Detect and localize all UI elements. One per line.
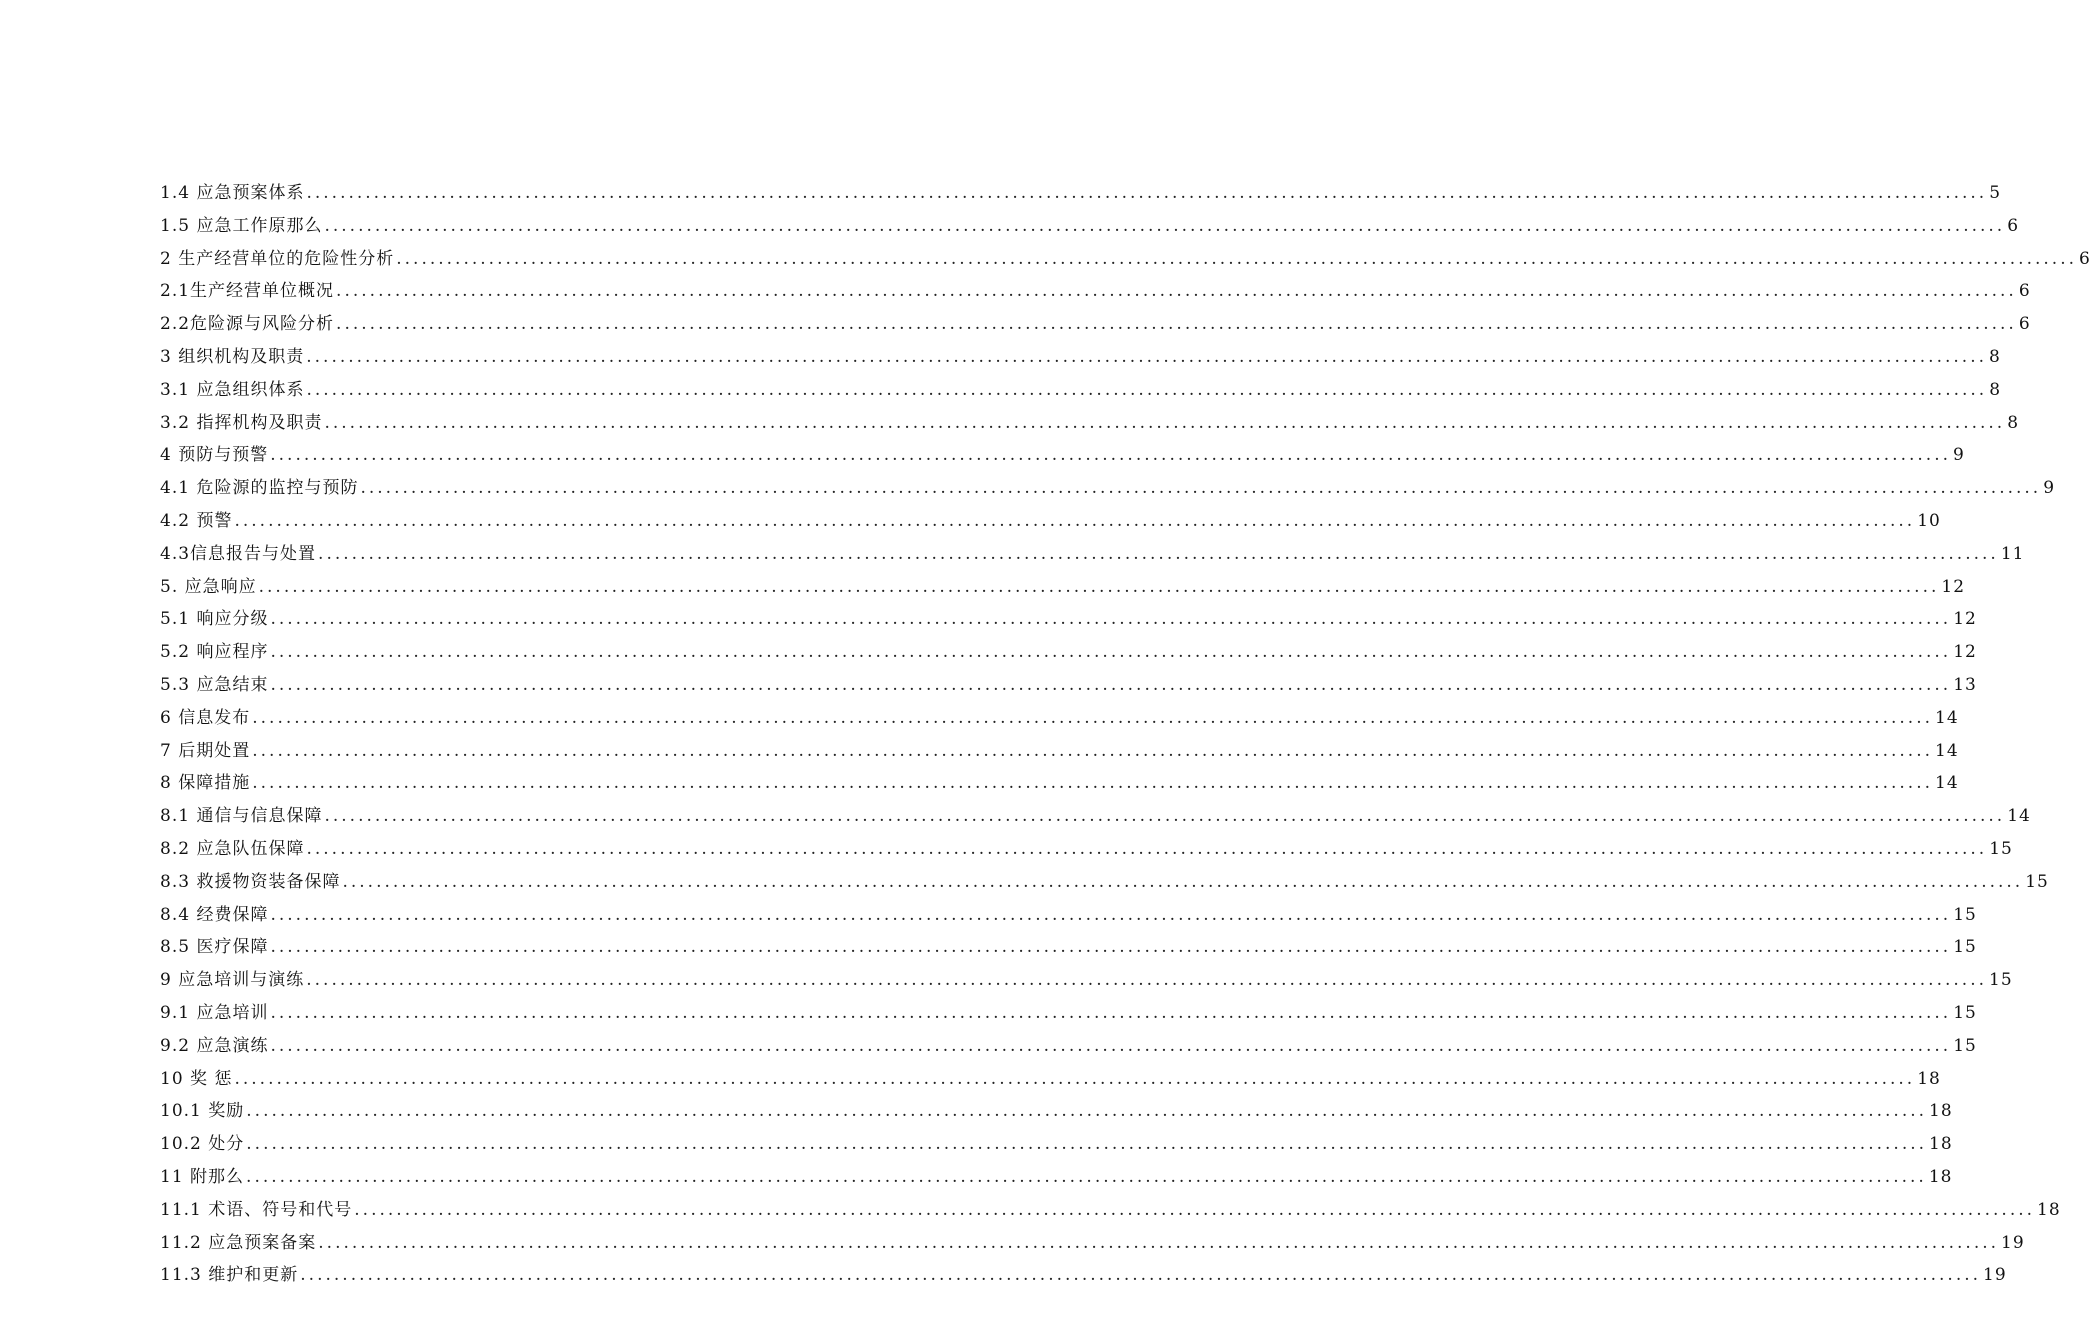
toc-entry-title: 10.1 奖励 [160, 1101, 245, 1122]
toc-entry-title: 9.2 应急演练 [160, 1035, 269, 1056]
toc-entry[interactable] [160, 1063, 1941, 1096]
toc-entry-page: 6 [2018, 314, 2031, 335]
toc-entry[interactable] [160, 1128, 1953, 1161]
toc-leader-dots: ........................................................................................................................................................................................................ [300, 1265, 1982, 1286]
toc-entry[interactable] [160, 899, 1977, 932]
toc-entry-title: 8.2 应急队伍保障 [160, 838, 305, 859]
toc-entry[interactable] [160, 669, 1977, 702]
toc-leader-dots: ........................................................................................................................................................................................................ [396, 248, 2077, 269]
toc-entry[interactable] [160, 1161, 1953, 1194]
toc-entry-page: 8 [2007, 412, 2020, 433]
toc-entry[interactable] [160, 308, 2031, 341]
toc-entry-page: 15 [1989, 838, 2013, 859]
toc-leader-dots: ........................................................................................................................................................................................................ [270, 445, 1951, 466]
toc-entry-title: 4.1 危险源的监控与预防 [160, 478, 359, 499]
toc-entry-page: 6 [2007, 215, 2020, 236]
toc-leader-dots: ........................................................................................................................................................................................................ [306, 970, 1987, 991]
toc-leader-dots: ........................................................................................................................................................................................................ [336, 281, 2017, 302]
toc-entry-page: 15 [1953, 937, 1977, 958]
toc-entry[interactable] [160, 472, 2056, 505]
toc-entry-title: 1.5 应急工作原那么 [160, 215, 323, 236]
toc-entry[interactable] [160, 1227, 2025, 1260]
toc-entry[interactable] [160, 538, 2025, 571]
toc-entry-title: 11 附那么 [160, 1166, 245, 1187]
toc-entry[interactable] [160, 505, 1941, 538]
toc-leader-dots: ........................................................................................................................................................................................................ [270, 1002, 1952, 1023]
toc-entry[interactable] [160, 800, 2031, 833]
toc-entry-title: 3.1 应急组织体系 [160, 379, 305, 400]
toc-entry-page: 19 [1983, 1265, 2007, 1286]
toc-entry[interactable] [160, 1194, 2061, 1227]
toc-entry[interactable] [160, 439, 1965, 472]
toc-leader-dots: ........................................................................................................................................................................................................ [270, 609, 1952, 630]
toc-leader-dots: ........................................................................................................................................................................................................ [354, 1199, 2036, 1220]
toc-leader-dots: ........................................................................................................................................................................................................ [318, 1232, 2000, 1253]
toc-leader-dots: ........................................................................................................................................................................................................ [336, 314, 2017, 335]
toc-entry-page: 11 [2000, 543, 2025, 564]
toc-leader-dots: ........................................................................................................................................................................................................ [270, 937, 1952, 958]
toc-entry-page: 9 [2043, 478, 2056, 499]
toc-entry[interactable] [160, 702, 1959, 735]
toc-entry-title: 9 应急培训与演练 [160, 970, 305, 991]
toc-entry[interactable] [160, 243, 2091, 276]
toc-leader-dots: ........................................................................................................................................................................................................ [252, 707, 1933, 728]
toc-leader-dots: ........................................................................................................................................................................................................ [306, 379, 1988, 400]
toc-leader-dots: ........................................................................................................................................................................................................ [324, 412, 2006, 433]
toc-entry[interactable] [160, 374, 2002, 407]
toc-entry-page: 5 [1989, 183, 2002, 203]
toc-leader-dots: ........................................................................................................................................................................................................ [318, 543, 1999, 564]
toc-entry-title: 10 奖 惩 [160, 1068, 233, 1089]
toc-entry-page: 15 [1953, 1002, 1977, 1023]
toc-entry-title: 1.4 应急预案体系 [160, 183, 305, 203]
toc-entry-title: 9.1 应急培训 [160, 1002, 269, 1023]
toc-entry-title: 2.2危险源与风险分析 [160, 314, 335, 335]
toc-entry-page: 6 [2018, 281, 2031, 302]
toc-entry-title: 11.1 术语、符号和代号 [160, 1199, 353, 1220]
toc-entry-page: 18 [2037, 1199, 2061, 1220]
toc-leader-dots: ........................................................................................................................................................................................................ [246, 1134, 1928, 1155]
toc-entry-page: 14 [2007, 806, 2031, 827]
toc-entry-title: 8.3 救援物资装备保障 [160, 871, 341, 892]
toc-entry-page: 12 [1953, 609, 1977, 630]
toc-entry-page: 8 [1989, 346, 2001, 367]
toc-leader-dots: ........................................................................................................................................................................................................ [270, 904, 1952, 925]
toc-entry-page: 18 [1929, 1134, 1953, 1155]
toc-entry[interactable] [160, 571, 1966, 604]
toc-entry-page: 15 [1953, 1035, 1977, 1056]
toc-entry-page: 14 [1935, 707, 1959, 728]
toc-entry-title: 8.5 医疗保障 [160, 937, 269, 958]
toc-leader-dots: ........................................................................................................................................................................................................ [270, 674, 1952, 695]
toc-leader-dots: ........................................................................................................................................................................................................ [306, 838, 1988, 859]
toc-entry-title: 4.3信息报告与处置 [160, 543, 317, 564]
table-of-contents [160, 177, 2091, 1292]
toc-entry-page: 19 [2001, 1232, 2025, 1253]
toc-entry[interactable] [160, 997, 1977, 1030]
toc-entry-title: 2 生产经营单位的危险性分析 [160, 248, 395, 269]
toc-entry[interactable] [160, 931, 1977, 964]
toc-entry-title: 8 保障措施 [160, 773, 251, 794]
toc-entry-title: 5. 应急响应 [160, 576, 257, 597]
toc-entry-title: 11.2 应急预案备案 [160, 1232, 317, 1253]
toc-leader-dots: ........................................................................................................................................................................................................ [306, 346, 1987, 367]
toc-leader-dots: ........................................................................................................................................................................................................ [252, 773, 1933, 794]
toc-entry[interactable] [160, 275, 2031, 308]
toc-entry-page: 9 [1953, 445, 1965, 466]
toc-entry-title: 4.2 预警 [160, 510, 233, 531]
toc-entry-title: 2.1生产经营单位概况 [160, 281, 335, 302]
toc-entry-page: 14 [1935, 740, 1959, 761]
toc-entry-page: 13 [1953, 674, 1977, 695]
toc-entry[interactable] [160, 210, 2020, 243]
toc-leader-dots: ........................................................................................................................................................................................................ [270, 1035, 1952, 1056]
toc-entry-title: 8.4 经费保障 [160, 904, 269, 925]
toc-entry[interactable] [160, 1030, 1977, 1063]
toc-leader-dots: ........................................................................................................................................................................................................ [234, 510, 1916, 531]
toc-entry[interactable] [160, 407, 2020, 440]
toc-entry-title: 11.3 维护和更新 [160, 1265, 299, 1286]
toc-entry-title: 6 信息发布 [160, 707, 251, 728]
toc-entry-page: 8 [1989, 379, 2002, 400]
toc-entry[interactable] [160, 603, 1977, 636]
toc-entry-title: 5.1 响应分级 [160, 609, 269, 630]
toc-entry-page: 18 [1928, 1166, 1953, 1187]
toc-leader-dots: ........................................................................................................................................................................................................ [324, 215, 2006, 236]
toc-leader-dots: ........................................................................................................................................................................................................ [324, 806, 2006, 827]
toc-leader-dots: ........................................................................................................................................................................................................ [342, 871, 2024, 892]
toc-entry-title: 8.1 通信与信息保障 [160, 806, 323, 827]
toc-entry[interactable] [160, 735, 1959, 768]
toc-leader-dots: ........................................................................................................................................................................................................ [234, 1068, 1916, 1089]
toc-entry[interactable] [160, 767, 1959, 800]
toc-leader-dots: ........................................................................................................................................................................................................ [246, 1166, 1927, 1187]
toc-entry-page: 18 [1929, 1101, 1953, 1122]
toc-entry[interactable] [160, 1259, 2007, 1292]
toc-entry[interactable] [160, 833, 2013, 866]
toc-entry-page: 6 [2079, 248, 2091, 269]
toc-leader-dots: ........................................................................................................................................................................................................ [270, 642, 1952, 663]
toc-entry[interactable] [160, 341, 2001, 374]
toc-leader-dots: ........................................................................................................................................................................................................ [252, 740, 1933, 761]
toc-entry-page: 12 [1953, 642, 1977, 663]
toc-entry-page: 12 [1941, 576, 1966, 597]
toc-entry-page: 15 [1989, 970, 2013, 991]
toc-leader-dots: ........................................................................................................................................................................................................ [306, 183, 1988, 203]
toc-entry[interactable] [160, 866, 2049, 899]
toc-entry-title: 10.2 处分 [160, 1134, 245, 1155]
toc-entry-title: 3 组织机构及职责 [160, 346, 305, 367]
toc-leader-dots: ........................................................................................................................................................................................................ [360, 478, 2042, 499]
toc-entry[interactable] [160, 964, 2013, 997]
toc-entry[interactable] [160, 1095, 1953, 1128]
toc-entry-page: 15 [2025, 871, 2049, 892]
toc-entry-page: 14 [1935, 773, 1959, 794]
toc-leader-dots: ........................................................................................................................................................................................................ [246, 1101, 1928, 1122]
toc-entry[interactable] [160, 177, 2002, 210]
toc-entry-title: 7 后期处置 [160, 740, 251, 761]
toc-entry-page: 18 [1917, 1068, 1941, 1089]
toc-entry-title: 3.2 指挥机构及职责 [160, 412, 323, 433]
toc-entry[interactable] [160, 636, 1977, 669]
toc-entry-title: 4 预防与预警 [160, 445, 269, 466]
toc-entry-title: 5.2 响应程序 [160, 642, 269, 663]
toc-entry-page: 10 [1917, 510, 1941, 531]
toc-entry-page: 15 [1953, 904, 1977, 925]
toc-entry-title: 5.3 应急结束 [160, 674, 269, 695]
toc-leader-dots: ........................................................................................................................................................................................................ [258, 576, 1940, 597]
